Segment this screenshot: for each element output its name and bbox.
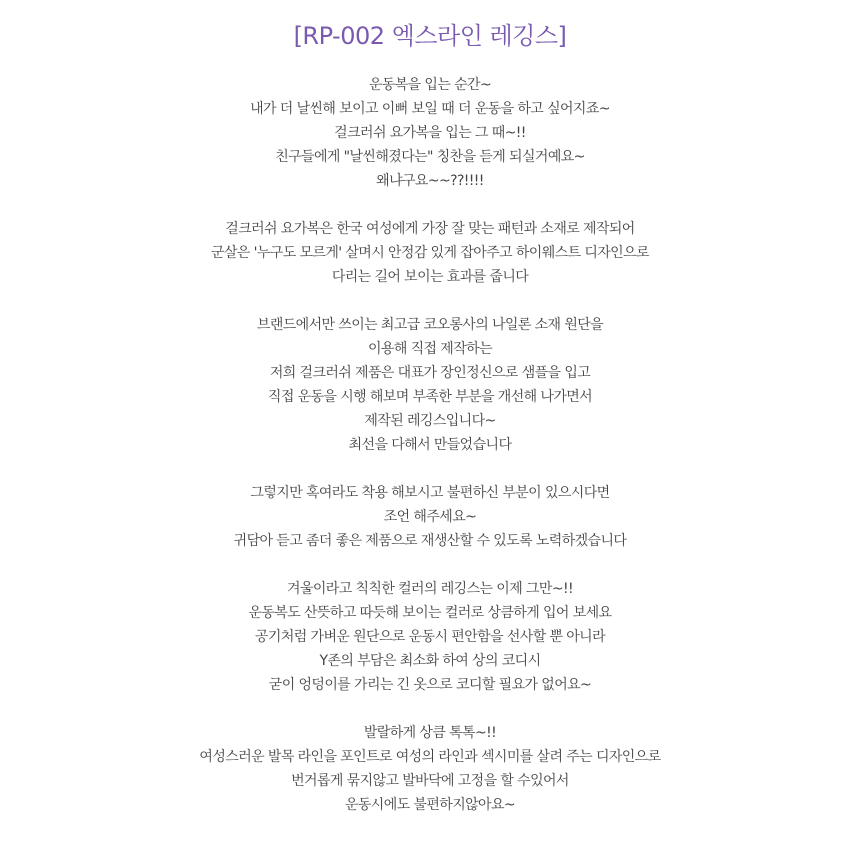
text-line: 이용해 직접 제작하는 [367, 341, 493, 357]
paragraph-material [0, 313, 860, 457]
text-line: 내가 더 날씬해 보이고 이뻐 보일 때 더 운동을 하고 싶어지죠~ [250, 101, 610, 117]
text-line: 친구들에게 "날씬해졌다는" 칭찬을 듣게 되실거예요~ [275, 149, 585, 165]
description-body [0, 73, 860, 817]
text-line: 귀담아 듣고 좀더 좋은 제품으로 재생산할 수 있도록 노력하겠습니다 [233, 533, 627, 549]
text-line: 직접 운동을 시행 해보며 부족한 부분을 개선해 나가면서 [267, 389, 593, 405]
text-line: 다리는 길어 보이는 효과를 줍니다 [331, 269, 529, 285]
text-line: 번거롭게 묶지않고 발바닥에 고정을 할 수있어서 [291, 773, 569, 789]
text-line: 운동복을 입는 순간~ [368, 77, 492, 93]
paragraph-color [0, 577, 860, 697]
text-line: 겨울이라고 칙칙한 컬러의 레깅스는 이제 그만~!! [287, 581, 573, 597]
text-line: 여성스러운 발목 라인을 포인트로 여성의 라인과 섹시미를 살려 주는 디자인으로 [199, 749, 661, 765]
product-title: [RP-002 엑스라인 레깅스] [293, 22, 567, 50]
text-line: 공기처럼 가벼운 원단으로 운동시 편안함을 선사할 뿐 아니라 [254, 629, 606, 645]
text-line: 왜냐구요~~??!!!! [376, 173, 484, 189]
text-line: 걸크러쉬 요가복은 한국 여성에게 가장 잘 맞는 패턴과 소재로 제작되어 [225, 221, 635, 237]
text-line: 최선을 다해서 만들었습니다 [348, 437, 512, 453]
text-line: 걸크러쉬 요가복을 입는 그 때~!! [334, 125, 526, 141]
text-line: 브랜드에서만 쓰이는 최고급 코오롱사의 나일론 소재 원단을 [256, 317, 604, 333]
text-line: 그렇지만 혹여라도 착용 해보시고 불편하신 부분이 있으시다면 [250, 485, 610, 501]
paragraph-intro [0, 73, 860, 193]
text-line: 군살은 '누구도 모르게' 살며시 안정감 있게 잡아주고 하이웨스트 디자인으로 [211, 245, 649, 261]
text-line: 발랄하게 상큼 톡톡~!! [363, 725, 497, 741]
text-line: Y존의 부담은 최소화 하여 상의 코디시 [319, 653, 541, 669]
paragraph-feedback [0, 481, 860, 553]
text-line: 저희 걸크러쉬 제품은 대표가 장인정신으로 샘플을 입고 [269, 365, 591, 381]
text-line: 굳이 엉덩이를 가리는 긴 옷으로 코디할 필요가 없어요~ [268, 677, 592, 693]
text-line: 제작된 레깅스입니다~ [364, 413, 496, 429]
paragraph-design [0, 721, 860, 817]
text-line: 조언 해주세요~ [383, 509, 477, 525]
text-line: 운동시에도 불편하지않아요~ [344, 797, 516, 813]
paragraph-fit [0, 217, 860, 289]
text-line: 운동복도 산뜻하고 따듯해 보이는 컬러로 상큼하게 입어 보세요 [248, 605, 612, 621]
